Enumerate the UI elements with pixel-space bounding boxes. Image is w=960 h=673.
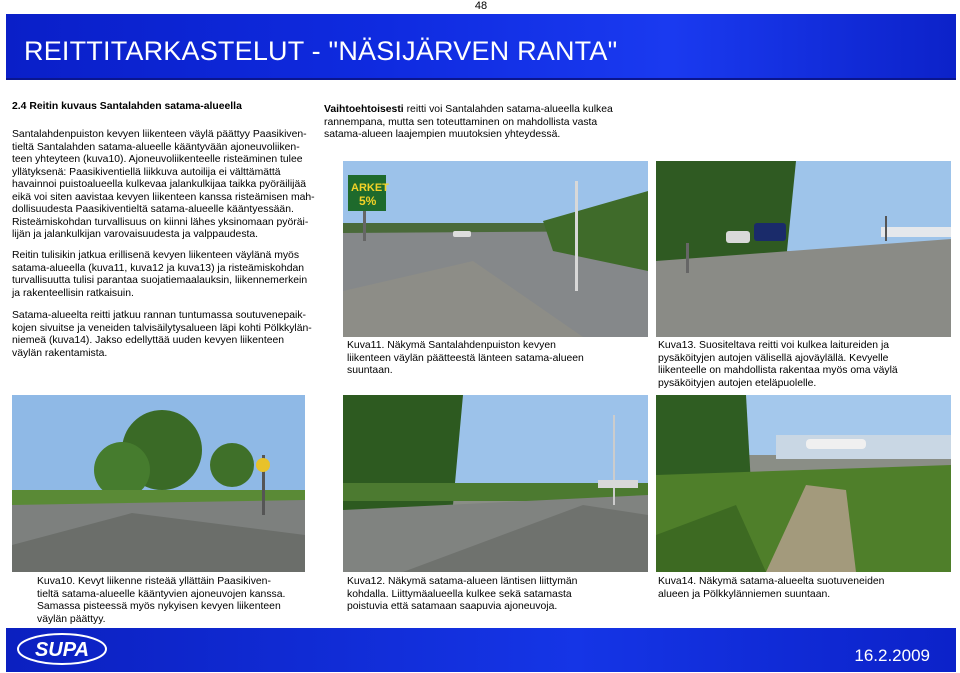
text-line: kojen sivuitse ja veneiden talvisäilytysalueen läpi kohti Pölkkylän- <box>12 322 312 334</box>
text-line: dollisuudesta Paasikiventieltä satama-alueelle kääntyessään. <box>12 204 294 215</box>
sign-text-line2: 5% <box>359 194 377 208</box>
text-line: Santalahdenpuiston kevyen liikenteen väylä päättyy Paasikiven- <box>12 129 307 140</box>
text-line: yllätyksenä: Paasikiventiellä liikkuva autoilija ei välttämättä <box>12 166 281 178</box>
text-line: ja rakenteellisin ratkaisuin. <box>12 287 134 299</box>
text-line <box>324 104 613 117</box>
caption-kuva10 <box>37 576 285 626</box>
caption-kuva13 <box>658 340 898 390</box>
caption-kuva12 <box>347 576 577 614</box>
sign-text-line1: ARKET <box>351 182 389 194</box>
text-line: rannempana, mutta sen toteuttaminen on mahdollista vasta <box>324 116 598 128</box>
paragraph-3 <box>12 310 312 360</box>
text-line: poistuvia että satamaan saapuvia ajoneuvoja. <box>347 601 558 612</box>
text-line: kohdalla. Liittymäalueella kulkee sekä satamasta <box>347 588 572 600</box>
text-line: Samassa pisteessä myös nykyisen kevyen liikenteen <box>37 601 281 612</box>
text-line: teen yhteyteen (kuva10). Ajoneuvoliikenteelle risteäminen tulee <box>12 154 303 165</box>
text-line: Kuva13. Suositeltava reitti voi kulkea laitureiden ja <box>658 340 890 351</box>
footer-bar <box>6 628 956 672</box>
text-line: Reitin tulisikin jatkua erillisenä kevyen liikenteen väylänä myös <box>12 250 300 261</box>
photo-kuva14 <box>656 395 951 572</box>
alternative-paragraph <box>324 104 613 142</box>
photo-kuva11 <box>343 161 648 337</box>
text-line: lijän ja jalankulkijan varovaisuudesta ja valppaudesta. <box>12 229 259 240</box>
footer-date: 16.2.2009 <box>854 646 930 665</box>
text-line: satama-alueen laajempien muutoksien yhteydessä. <box>324 129 561 140</box>
text-line: havainnoi puistoalueella kulkevaa jalankulkijaa taikka pyöräilijää <box>12 179 307 190</box>
page-number: 48 <box>474 0 488 12</box>
text-line: liikenteen väylän päätteestä länteen satama-alueen <box>347 352 584 364</box>
page-title: REITTITARKASTELUT - "NÄSIJÄRVEN RANTA" <box>24 36 618 66</box>
text-line: Kuva12. Näkymä satama-alueen läntisen liittymän <box>347 576 578 587</box>
photo-kuva12 <box>343 395 648 572</box>
photo-kuva13 <box>656 161 951 337</box>
title-banner <box>6 14 956 80</box>
caption-kuva11 <box>347 340 584 378</box>
text-line: pysäköityjen autojen eteläpuolelle. <box>658 377 817 389</box>
text-line: eikä voi siten aavistaa kevyen liikenteen kanssa risteämisen mah- <box>12 191 315 203</box>
text-line: suuntaan. <box>347 365 393 376</box>
text-fragment: reitti voi Santalahden satama-alueella kulkea <box>403 104 613 115</box>
supa-logo <box>14 630 110 668</box>
photo-kuva10 <box>12 395 305 572</box>
text-line: Kuva14. Näkymä satama-alueelta suotuveneiden <box>658 576 885 587</box>
text-line: Kuva11. Näkymä Santalahdenpuiston kevyen <box>347 340 556 351</box>
text-line: väylän rakentamista. <box>12 347 108 359</box>
section-heading: 2.4 Reitin kuvaus Santalahden satama-alueella <box>12 101 242 112</box>
text-line: tieltä Santalahden satama-alueelle kääntyvään ajoneuvoliiken- <box>12 141 300 153</box>
text-line: satama-alueella (kuva11, kuva12 ja kuva13) ja risteämiskohdan <box>12 262 305 274</box>
logo-text: SUPA <box>34 639 90 661</box>
paragraph-2 <box>12 250 307 300</box>
text-line: liikenteelle on mahdollista rakentaa myös oma väylä <box>658 365 898 376</box>
text-line: alueen ja Pölkkylänniemen suuntaan. <box>658 588 831 600</box>
alternative-bold: Vaihtoehtoisesti <box>324 104 404 115</box>
text-line: pysäköityjen autojen välisellä ajoväylällä. Kevyelle <box>658 352 889 364</box>
text-line: Kuva10. Kevyt liikenne risteää yllättäin Paasikiven- <box>37 576 271 587</box>
caption-kuva14 <box>658 576 884 601</box>
text-line: niemeä (kuva14). Jakso edellyttää uuden kevyen liikenteen <box>12 335 285 346</box>
text-line: turvallisuutta tulisi parantaa suojatiemaalauksin, liikennemerkein <box>12 275 308 286</box>
text-line: väylän päättyy. <box>37 613 106 625</box>
paragraph-1 <box>12 129 315 242</box>
text-line: Risteämiskohdan turvallisuus on kiinni lähes yksinomaan pyöräi- <box>12 216 309 228</box>
text-line: tieltä satama-alueelle kääntyvien ajoneuvojen kanssa. <box>37 588 286 600</box>
text-line: Satama-alueelta reitti jatkuu rannan tuntumassa soutuvenepaik- <box>12 310 306 321</box>
